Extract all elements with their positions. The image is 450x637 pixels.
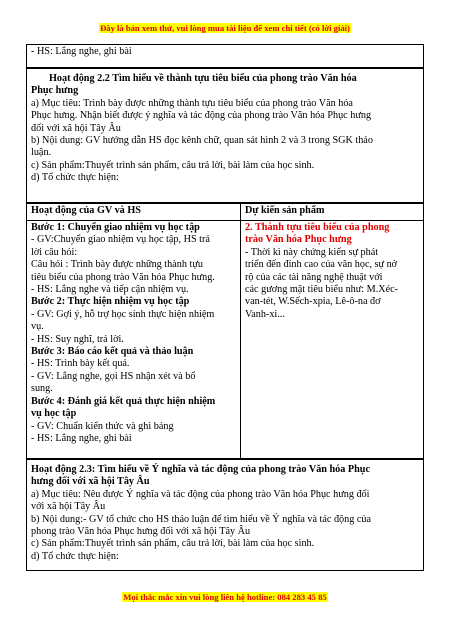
header-notice (0, 22, 450, 34)
activity-2-2-line: đối với xã hội Tây Âu (31, 122, 121, 134)
activity-2-2-line: Phục hưng. Nhận biết được ý nghĩa và tác động của phong trào Văn hóa Phục hưng (31, 110, 372, 122)
step-line: - GV: Gợi ý, hỗ trợ học sinh thực hiện nhiệm (31, 308, 215, 320)
activity-2-2-line: d) Tổ chức thực hiện: (31, 172, 119, 184)
achievements-title-cont: trào Văn hóa Phục hưng (245, 234, 352, 246)
step-line: - HS: Trình bày kết quả. (31, 358, 130, 370)
footer-notice-text: Mọi thắc mắc xin vui lòng liên hệ hotline: 084 283 45 85 (123, 592, 327, 602)
activity-2-3-line: c) Sản phẩm:Thuyết trình sản phẩm, câu trả lời, bài làm của học sinh. (31, 538, 315, 550)
activity-2-3-details (31, 489, 419, 563)
header-notice-text: Đây là bản xem thử, vui lòng mua tài liệu để xem chi tiết (có lời giải) (100, 23, 350, 33)
activity-2-3-title-cont: hưng đối với xã hội Tây Âu (31, 476, 150, 488)
step-line: Bước 3: Báo cáo kết quả và thảo luận (31, 346, 194, 358)
step-line: - HS: Lắng nghe và tiếp cận nhiệm vụ. (31, 284, 189, 296)
step-line: - GV: Lắng nghe, gọi HS nhận xét và bổ (31, 370, 196, 382)
activity-2-3-title: Hoạt động 2.3: Tìm hiểu về Ý nghĩa và tác động của phong trào Văn hóa Phục (31, 464, 370, 475)
step-line: vụ. (31, 321, 44, 333)
activity-table (26, 203, 424, 459)
activity-2-2-line: a) Mục tiêu: Trình bày được những thành tựu tiêu biểu của phong trào Văn hóa (31, 97, 353, 109)
achievements-text (245, 247, 419, 321)
achievement-line: van-tét, W.Sếch-xpia, Lê-ô-na đơ (245, 296, 381, 308)
achievement-line: Vanh-xi... (245, 308, 285, 320)
step-line: - GV:Chuyển giao nhiệm vụ học tập, HS trả (31, 234, 210, 246)
activity-2-2-details (31, 98, 419, 185)
achievement-line: triển đến đỉnh cao của văn học, sự nở (245, 259, 398, 271)
step-line: - HS: Lắng nghe, ghi bài (31, 432, 132, 444)
achievement-line: rộ của các tài năng nghệ thuật với (245, 271, 383, 283)
activity-2-3-line: a) Mục tiêu: Nêu được Ý nghĩa và tác động của phong trào Văn hóa Phục hưng đối (31, 488, 370, 500)
activity-2-3-line: d) Tổ chức thực hiện: (31, 550, 119, 562)
activity-2-2-line: c) Sản phẩm:Thuyết trình sản phẩm, câu trả lời, bài làm của học sinh. (31, 159, 315, 171)
step-line: tiêu biểu của phong trào Văn hóa Phục hưng. (31, 271, 215, 283)
expected-product-column (241, 204, 423, 458)
footer-notice (0, 591, 450, 603)
step-line: sung. (31, 383, 53, 395)
step-line: vụ học tập (31, 408, 77, 420)
activity-2-3-line: với xã hội Tây Âu (31, 501, 106, 513)
step-line: Câu hỏi : Trình bày được những thành tựu (31, 259, 203, 271)
activity-2-3-box (26, 459, 424, 571)
step-line: - GV: Chuẩn kiến thức và ghi bảng (31, 420, 174, 432)
achievement-line: các gương mặt tiêu biểu như: M.Xéc- (245, 284, 399, 296)
col2-header: Dự kiến sản phẩm (245, 205, 325, 216)
teacher-student-column (27, 204, 241, 458)
activity-2-2-line: b) Nội dung: GV hướng dẫn HS đọc kênh chữ, quan sát hình 2 và 3 trong SGK thảo (31, 135, 373, 147)
achievements-title: 2. Thành tựu tiêu biểu của phong (245, 222, 390, 233)
col1-header: Hoạt động của GV và HS (31, 205, 141, 216)
achievement-line: - Thời kì này chứng kiến sự phát (245, 246, 379, 258)
previous-section-box (26, 44, 424, 68)
activity-2-2-title: Hoạt động 2.2 Tìm hiểu về thành tựu tiêu biểu của phong trào Văn hóa (49, 73, 357, 84)
activity-2-2-line: luận. (31, 147, 52, 159)
steps-list (27, 221, 240, 446)
step-line: - HS: Suy nghĩ, trả lời. (31, 333, 124, 345)
step-line: Bước 2: Thực hiện nhiệm vụ học tập (31, 296, 190, 308)
activity-2-2-box (26, 68, 424, 203)
step-line: Bước 1: Chuyển giao nhiệm vụ học tập (31, 222, 200, 233)
activity-2-2-title-cont: Phục hưng (31, 85, 79, 97)
activity-2-3-line: b) Nội dung:- GV tổ chức cho HS thảo luận để tìm hiểu về Ý nghĩa và tác động của (31, 513, 372, 525)
activity-2-3-line: phong trào Văn hóa Phục hưng đối với xã hội Tây Âu (31, 526, 251, 538)
listen-line: - HS: Lắng nghe, ghi bài (31, 46, 132, 57)
step-line: lời câu hỏi: (31, 246, 78, 258)
step-line: Bước 4: Đánh giá kết quả thực hiện nhiệm (31, 395, 216, 407)
